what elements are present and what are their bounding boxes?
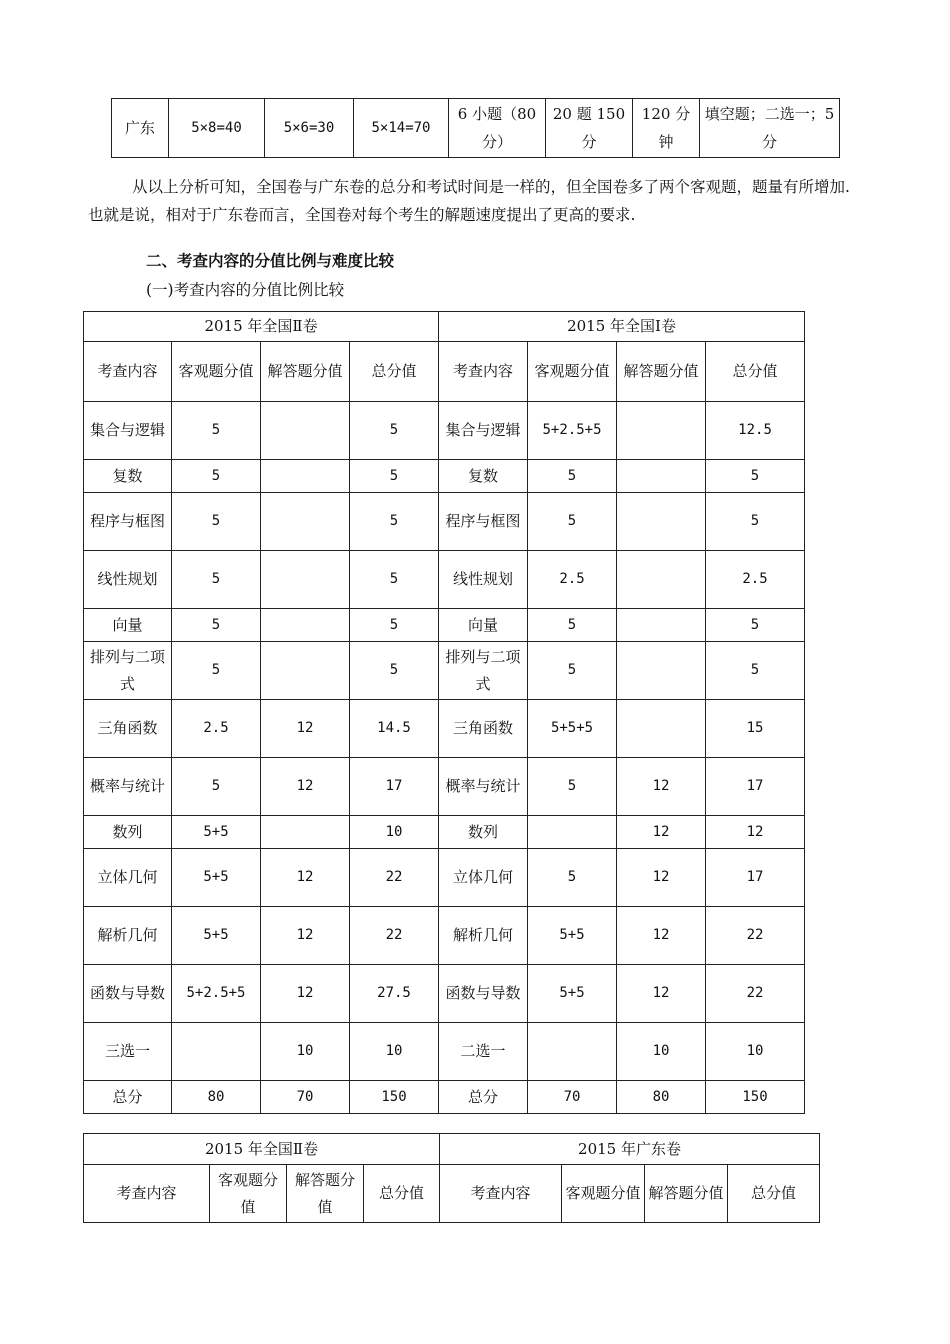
table-cell: 立体几何 [84, 849, 172, 907]
table-cell: 5 [350, 642, 439, 700]
table-row [84, 493, 805, 551]
table-cell: 5+5 [528, 907, 617, 965]
column-header: 解答题分值 [287, 1165, 364, 1223]
table-cell: 5×14=70 [354, 99, 449, 158]
table-cell: 2.5 [706, 551, 805, 609]
column-header: 考查内容 [439, 342, 528, 402]
table-cell: 5 [350, 402, 439, 460]
table-cell: 向量 [84, 609, 172, 642]
table-cell: 三角函数 [439, 700, 528, 758]
column-header: 解答题分值 [645, 1165, 728, 1223]
table-cell: 5 [706, 642, 805, 700]
table-cell: 解析几何 [84, 907, 172, 965]
table-cell: 函数与导数 [439, 965, 528, 1023]
table-cell: 5+5+5 [528, 700, 617, 758]
table-title-row [84, 312, 805, 342]
table-cell: 总分 [84, 1081, 172, 1114]
table-cell: 解析几何 [439, 907, 528, 965]
table-cell: 复数 [439, 460, 528, 493]
table-cell: 10 [706, 1023, 805, 1081]
table-cell: 总分 [439, 1081, 528, 1114]
table-cell: 5+2.5+5 [528, 402, 617, 460]
table-cell: 2.5 [172, 700, 261, 758]
column-header: 考查内容 [84, 1165, 210, 1223]
analysis-paragraph: 从以上分析可知，全国卷与广东卷的总分和考试时间是一样的，但全国卷多了两个客观题，题量有所增加. 也就是说，相对于广东卷而言，全国卷对每个考生的解题速度提出了更高的要求. [88, 178, 850, 224]
table-cell: 12 [261, 907, 350, 965]
table-row [112, 99, 840, 158]
table-row [84, 965, 805, 1023]
table-body [84, 402, 805, 1114]
table-cell: 函数与导数 [84, 965, 172, 1023]
table-cell: 12.5 [706, 402, 805, 460]
table-cell [261, 551, 350, 609]
table-cell: 5 [172, 402, 261, 460]
table-cell: 5 [528, 758, 617, 816]
table-cell: 5 [172, 609, 261, 642]
table-row [84, 700, 805, 758]
table-cell: 22 [350, 907, 439, 965]
table-cell: 120 分钟 [633, 99, 700, 158]
column-header: 客观题分值 [210, 1165, 287, 1223]
table-cell [617, 460, 706, 493]
table-cell: 22 [706, 907, 805, 965]
table-cell: 5 [706, 609, 805, 642]
table-cell: 集合与逻辑 [439, 402, 528, 460]
table-cell [617, 700, 706, 758]
table-cell: 5 [528, 609, 617, 642]
table-cell: 5 [172, 460, 261, 493]
table-title-row [84, 1134, 820, 1165]
left-paper-title: 2015 年全国Ⅱ卷 [84, 1134, 440, 1165]
table-cell: 复数 [84, 460, 172, 493]
table-cell: 5 [706, 460, 805, 493]
table-cell: 5 [528, 849, 617, 907]
table-cell [261, 609, 350, 642]
table-cell [617, 402, 706, 460]
table-cell [261, 402, 350, 460]
column-header: 考查内容 [440, 1165, 562, 1223]
table-cell: 10 [350, 1023, 439, 1081]
table-cell: 5 [350, 609, 439, 642]
table-cell: 5 [528, 460, 617, 493]
table-cell: 12 [261, 758, 350, 816]
table-cell: 2.5 [528, 551, 617, 609]
table-cell: 5 [350, 460, 439, 493]
table-cell: 17 [706, 849, 805, 907]
table-cell: 5+2.5+5 [172, 965, 261, 1023]
left-paper-title: 2015 年全国Ⅱ卷 [84, 312, 439, 342]
column-header: 客观题分值 [528, 342, 617, 402]
table-cell: 二选一 [439, 1023, 528, 1081]
table-cell: 5 [172, 551, 261, 609]
table-cell: 数列 [84, 816, 172, 849]
right-paper-title: 2015 年全国Ⅰ卷 [439, 312, 805, 342]
table-cell: 10 [261, 1023, 350, 1081]
column-header: 解答题分值 [261, 342, 350, 402]
subsection-heading: (一)考查内容的分值比例比较 [146, 281, 345, 299]
table-row [84, 907, 805, 965]
table-cell: 15 [706, 700, 805, 758]
table-cell: 80 [617, 1081, 706, 1114]
table-cell [261, 642, 350, 700]
table-row [84, 642, 805, 700]
table-cell: 5+5 [172, 849, 261, 907]
table-cell: 20 题 150 分 [546, 99, 633, 158]
table-cell [528, 816, 617, 849]
table-cell: 5×8=40 [169, 99, 265, 158]
table-cell: 5 [528, 642, 617, 700]
table-cell: 70 [261, 1081, 350, 1114]
table-cell: 70 [528, 1081, 617, 1114]
table-cell: 12 [261, 700, 350, 758]
table-cell: 集合与逻辑 [84, 402, 172, 460]
table-cell: 5+5 [172, 907, 261, 965]
table-cell: 14.5 [350, 700, 439, 758]
table-row [84, 609, 805, 642]
table-cell: 80 [172, 1081, 261, 1114]
table-cell: 数列 [439, 816, 528, 849]
table-cell: 5 [528, 493, 617, 551]
column-header: 总分值 [706, 342, 805, 402]
table-cell: 10 [350, 816, 439, 849]
score-proportion-table [83, 311, 805, 1114]
table-cell: 填空题；二选一；5 分 [700, 99, 840, 158]
table-cell: 5 [350, 551, 439, 609]
table-cell: 12 [617, 816, 706, 849]
table-cell: 程序与框图 [84, 493, 172, 551]
table-cell: 概率与统计 [439, 758, 528, 816]
table-cell: 12 [261, 849, 350, 907]
table-cell: 22 [706, 965, 805, 1023]
table-cell: 线性规划 [84, 551, 172, 609]
table-row [84, 758, 805, 816]
column-header: 总分值 [350, 342, 439, 402]
table-cell [261, 460, 350, 493]
table-cell: 5×6=30 [265, 99, 354, 158]
table-cell: 广东 [112, 99, 169, 158]
table-cell: 17 [706, 758, 805, 816]
table-cell: 12 [617, 965, 706, 1023]
table-cell: 立体几何 [439, 849, 528, 907]
table-cell: 12 [617, 758, 706, 816]
right-paper-title: 2015 年广东卷 [440, 1134, 820, 1165]
table-cell [261, 493, 350, 551]
table-cell [528, 1023, 617, 1081]
table-cell: 向量 [439, 609, 528, 642]
table-cell: 三角函数 [84, 700, 172, 758]
table-cell: 150 [706, 1081, 805, 1114]
gd-comparison-table [83, 1133, 820, 1223]
table-cell: 12 [617, 907, 706, 965]
table-cell [261, 816, 350, 849]
table-cell: 5 [172, 493, 261, 551]
table-cell [617, 493, 706, 551]
table-cell: 5 [172, 758, 261, 816]
table-cell [617, 551, 706, 609]
exam-comparison-table-fragment [111, 98, 840, 158]
table-cell: 概率与统计 [84, 758, 172, 816]
table-cell: 10 [617, 1023, 706, 1081]
table-cell: 17 [350, 758, 439, 816]
table-row [84, 849, 805, 907]
table-row [84, 460, 805, 493]
table-cell: 5 [172, 642, 261, 700]
table-cell: 5 [706, 493, 805, 551]
table-cell: 12 [261, 965, 350, 1023]
table-row [84, 551, 805, 609]
column-header: 总分值 [364, 1165, 440, 1223]
table-cell [617, 642, 706, 700]
table-header-row [84, 342, 805, 402]
table-cell: 5+5 [528, 965, 617, 1023]
table-cell: 27.5 [350, 965, 439, 1023]
section-heading: 二、考查内容的分值比例与难度比较 [146, 252, 395, 270]
table-cell [172, 1023, 261, 1081]
table-row [84, 402, 805, 460]
table-cell: 12 [617, 849, 706, 907]
table-cell: 150 [350, 1081, 439, 1114]
table-row [84, 816, 805, 849]
table-cell: 12 [706, 816, 805, 849]
column-header: 总分值 [728, 1165, 820, 1223]
column-header: 考查内容 [84, 342, 172, 402]
table-cell: 5+5 [172, 816, 261, 849]
column-header: 客观题分值 [562, 1165, 645, 1223]
table-cell: 三选一 [84, 1023, 172, 1081]
column-header: 解答题分值 [617, 342, 706, 402]
table-cell: 程序与框图 [439, 493, 528, 551]
table-cell: 5 [350, 493, 439, 551]
table-header-row [84, 1165, 820, 1223]
table-cell: 排列与二项式 [439, 642, 528, 700]
column-header: 客观题分值 [172, 342, 261, 402]
table-cell [617, 609, 706, 642]
table-row [84, 1023, 805, 1081]
table-cell: 22 [350, 849, 439, 907]
table-cell: 6 小题（80 分） [449, 99, 546, 158]
table-cell: 排列与二项式 [84, 642, 172, 700]
table-row [84, 1081, 805, 1114]
table-cell: 线性规划 [439, 551, 528, 609]
